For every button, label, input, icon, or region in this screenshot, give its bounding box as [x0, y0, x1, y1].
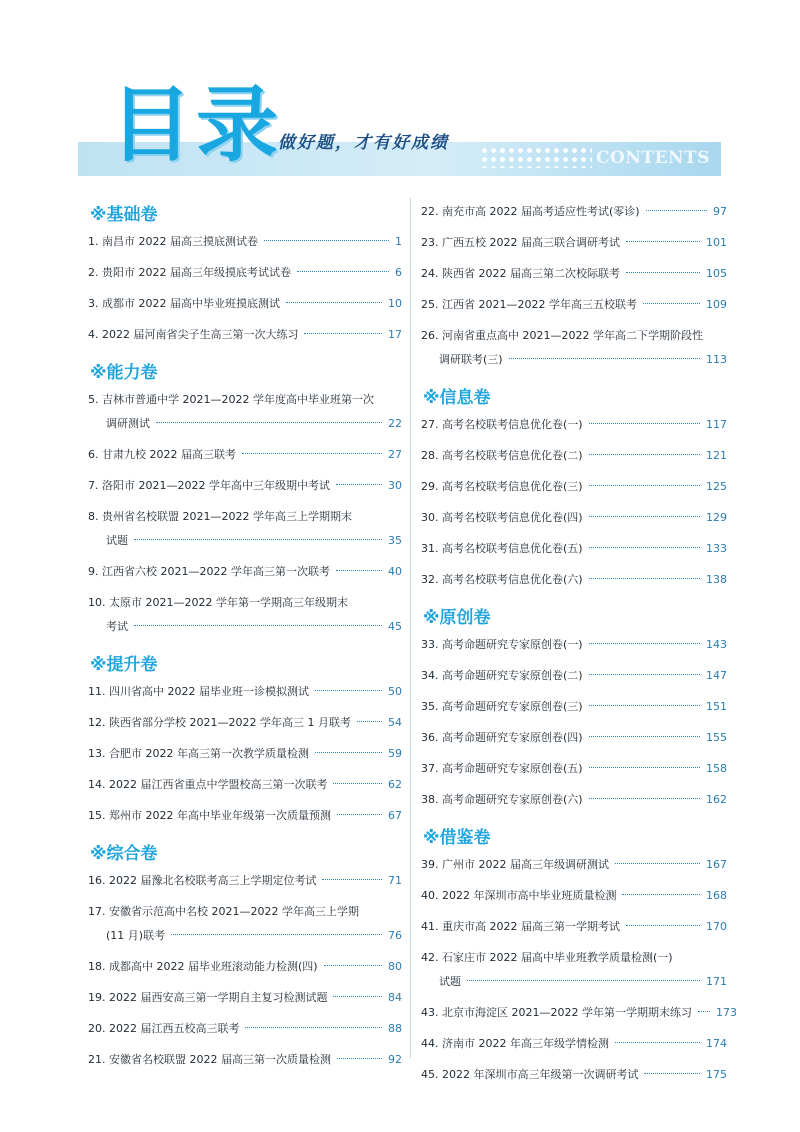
page-number: 158 [706, 762, 727, 775]
toc-entry[interactable] [421, 884, 727, 908]
entry-title: 18. 成都高中 2022 届毕业班滚动能力检测(四) [88, 960, 318, 973]
page-number: 35 [388, 534, 402, 547]
toc-entry[interactable] [88, 869, 402, 893]
toc-entry[interactable] [88, 505, 402, 553]
page-number: 109 [706, 298, 727, 311]
entry-title: 16. 2022 届豫北名校联考高三上学期定位考试 [88, 874, 317, 887]
page-number: 173 [715, 1006, 737, 1019]
dot-leader [245, 1027, 382, 1028]
dot-leader [644, 1073, 700, 1074]
entry-title: 12. 陕西省部分学校 2021—2022 学年高三 1 月联考 [88, 716, 351, 729]
toc-entry[interactable] [421, 788, 727, 812]
page-number: 133 [706, 542, 727, 555]
entry-title: 试题 [439, 975, 461, 988]
page-number: 155 [706, 731, 727, 744]
dot-pattern-decoration [480, 146, 592, 168]
entry-title: 39. 广州市 2022 届高三年级调研测试 [421, 858, 609, 871]
toc-entry[interactable] [421, 946, 727, 994]
entry-title: 17. 安徽省示范高中名校 2021—2022 学年高三上学期 [88, 905, 359, 918]
entry-title: 8. 贵州省名校联盟 2021—2022 学年高三上学期期末 [88, 510, 352, 523]
entry-title: 36. 高考命题研究专家原创卷(四) [421, 731, 583, 744]
entry-title: 21. 安徽省名校联盟 2022 届高三第一次质量检测 [88, 1053, 331, 1066]
toc-entry[interactable] [421, 506, 727, 530]
dot-leader [622, 894, 700, 895]
dot-leader [297, 271, 389, 272]
page-title: 目录 [110, 77, 283, 173]
entry-title: 43. 北京市海淀区 2021—2022 学年第一学期期末练习 [421, 1006, 692, 1019]
right-column [421, 200, 737, 1098]
entry-title: 11. 四川省高中 2022 届毕业班一诊模拟测试 [88, 685, 309, 698]
dot-leader [589, 485, 700, 486]
toc-entry[interactable] [421, 695, 727, 719]
toc-entry[interactable] [88, 773, 402, 797]
toc-entry[interactable] [88, 323, 402, 347]
entry-title: 29. 高考名校联考信息优化卷(三) [421, 480, 583, 493]
dot-leader [698, 1011, 710, 1012]
page-number: 45 [388, 620, 402, 633]
entry-title: 38. 高考命题研究专家原创卷(六) [421, 793, 583, 806]
entry-title: 4. 2022 届河南省尖子生高三第一次大练习 [88, 328, 299, 341]
dot-leader [333, 783, 382, 784]
entry-title: 3. 成都市 2022 届高中毕业班摸底测试 [88, 297, 280, 310]
entry-title: 31. 高考名校联考信息优化卷(五) [421, 542, 583, 555]
entry-title: 15. 郑州市 2022 年高中毕业年级第一次质量预测 [88, 809, 331, 822]
section-title: ※原创卷 [423, 608, 491, 628]
entry-title: 35. 高考命题研究专家原创卷(三) [421, 700, 583, 713]
entry-title: 试题 [106, 534, 128, 547]
dot-leader [589, 736, 700, 737]
entry-title: 41. 重庆市高 2022 届高三第一学期考试 [421, 920, 620, 933]
toc-entry[interactable] [88, 711, 402, 735]
toc-entry[interactable] [421, 633, 727, 657]
page-number: 67 [388, 809, 402, 822]
toc-entry[interactable] [88, 986, 402, 1010]
page-number: 129 [706, 511, 727, 524]
dot-leader [643, 303, 700, 304]
dot-leader [626, 925, 700, 926]
dot-leader [615, 863, 700, 864]
page-number: 174 [706, 1037, 727, 1050]
page-number: 54 [388, 716, 402, 729]
entry-title: 32. 高考名校联考信息优化卷(六) [421, 573, 583, 586]
page-number: 168 [706, 889, 727, 902]
entry-title: 44. 济南市 2022 年高三年级学情检测 [421, 1037, 609, 1050]
toc-entry[interactable] [88, 955, 402, 979]
entry-title: 28. 高考名校联考信息优化卷(二) [421, 449, 583, 462]
dot-leader [242, 453, 382, 454]
dot-leader [304, 333, 382, 334]
dot-leader [171, 934, 382, 935]
toc-entry[interactable] [421, 475, 727, 499]
toc-entry[interactable] [421, 200, 727, 224]
toc-entry[interactable] [421, 1032, 727, 1056]
toc-entry[interactable] [88, 560, 402, 584]
dot-leader [589, 516, 700, 517]
toc-entry[interactable] [88, 591, 402, 639]
toc-entry[interactable] [421, 293, 727, 317]
dot-leader [337, 814, 382, 815]
entry-title: (11 月)联考 [106, 929, 166, 942]
section-title: ※基础卷 [90, 205, 158, 225]
entry-title: 30. 高考名校联考信息优化卷(四) [421, 511, 583, 524]
entry-title: 7. 洛阳市 2021—2022 学年高中三年级期中考试 [88, 479, 330, 492]
page-number: 17 [388, 328, 402, 341]
toc-entry[interactable] [88, 261, 402, 285]
page-number: 84 [388, 991, 402, 1004]
entry-title: 调研测试 [106, 417, 150, 430]
dot-leader [333, 996, 382, 997]
section-title: ※提升卷 [90, 655, 158, 675]
entry-title: 40. 2022 年深圳市高中毕业班质量检测 [421, 889, 617, 902]
toc-entry[interactable] [88, 900, 402, 948]
section-title: ※能力卷 [90, 363, 158, 383]
entry-title: 调研联考(三) [439, 353, 503, 366]
dot-leader [509, 358, 700, 359]
entry-title: 37. 高考命题研究专家原创卷(五) [421, 762, 583, 775]
section-title: ※借鉴卷 [423, 828, 491, 848]
dot-leader [646, 210, 707, 211]
toc-entry[interactable] [421, 726, 727, 750]
entry-title: 考试 [106, 620, 128, 633]
entry-title: 5. 吉林市普通中学 2021—2022 学年度高中毕业班第一次 [88, 393, 374, 406]
page-number: 138 [706, 573, 727, 586]
toc-entry[interactable] [88, 443, 402, 467]
toc-entry[interactable] [88, 680, 402, 704]
entry-title: 26. 河南省重点高中 2021—2022 学年高二下学期阶段性 [421, 329, 703, 342]
page-number: 117 [706, 418, 727, 431]
toc-entry[interactable] [421, 231, 727, 255]
toc-entry[interactable] [421, 413, 727, 437]
dot-leader [589, 767, 700, 768]
contents-label: CONTENTS [596, 148, 710, 168]
entry-title: 45. 2022 年深圳市高三年级第一次调研考试 [421, 1068, 639, 1081]
page-number: 143 [706, 638, 727, 651]
toc-entry[interactable] [421, 915, 727, 939]
toc-entry[interactable] [421, 537, 727, 561]
dot-leader [589, 643, 700, 644]
slogan: 做好题，才有好成绩 [278, 133, 449, 153]
toc-entry[interactable] [421, 664, 727, 688]
page-number: 50 [388, 685, 402, 698]
page-number: 125 [706, 480, 727, 493]
entry-title: 25. 江西省 2021—2022 学年高三五校联考 [421, 298, 637, 311]
page-number: 22 [388, 417, 402, 430]
section-title: ※信息卷 [423, 388, 491, 408]
dot-leader [626, 241, 700, 242]
entry-title: 19. 2022 届西安高三第一学期自主复习检测试题 [88, 991, 328, 1004]
page-number: 92 [388, 1053, 402, 1066]
page-number: 80 [388, 960, 402, 973]
page-number: 59 [388, 747, 402, 760]
dot-leader [322, 879, 382, 880]
page-number: 27 [388, 448, 402, 461]
page-number: 1 [395, 235, 402, 248]
dot-leader [336, 484, 382, 485]
page-number: 171 [706, 975, 727, 988]
page-number: 62 [388, 778, 402, 791]
column-divider [410, 198, 411, 1058]
toc-entry[interactable] [88, 292, 402, 316]
page-number: 175 [706, 1068, 727, 1081]
toc-entry[interactable] [421, 444, 727, 468]
dot-leader [336, 570, 382, 571]
page-number: 113 [706, 353, 727, 366]
page-number: 151 [706, 700, 727, 713]
dot-leader [134, 539, 382, 540]
page-number: 88 [388, 1022, 402, 1035]
toc-entry[interactable] [421, 262, 727, 286]
dot-leader [324, 965, 382, 966]
toc-entry[interactable] [88, 742, 402, 766]
page-number: 30 [388, 479, 402, 492]
toc-entry[interactable] [88, 804, 402, 828]
toc-entry[interactable] [88, 1017, 402, 1041]
toc-entry[interactable] [421, 757, 727, 781]
page-number: 170 [706, 920, 727, 933]
entry-title: 1. 南昌市 2022 届高三摸底测试卷 [88, 235, 258, 248]
dot-leader [467, 980, 700, 981]
entry-title: 2. 贵阳市 2022 届高三年级摸底考试试卷 [88, 266, 291, 279]
dot-leader [315, 752, 382, 753]
dot-leader [615, 1042, 700, 1043]
entry-title: 14. 2022 届江西省重点中学盟校高三第一次联考 [88, 778, 328, 791]
entry-title: 22. 南充市高 2022 届高考适应性考试(零诊) [421, 205, 640, 218]
entry-title: 23. 广西五校 2022 届高三联合调研考试 [421, 236, 620, 249]
dot-leader [589, 578, 700, 579]
toc-entry[interactable] [88, 1048, 402, 1072]
toc-entry[interactable] [88, 474, 402, 498]
dot-leader [589, 705, 700, 706]
toc-entry[interactable] [421, 1063, 727, 1087]
dot-leader [337, 1058, 382, 1059]
dot-leader [156, 422, 382, 423]
page-number: 147 [706, 669, 727, 682]
page-number: 6 [395, 266, 402, 279]
dot-leader [286, 302, 382, 303]
dot-leader [134, 625, 382, 626]
page-number: 40 [388, 565, 402, 578]
entry-title: 20. 2022 届江西五校高三联考 [88, 1022, 240, 1035]
left-column [88, 200, 402, 1083]
entry-title: 9. 江西省六校 2021—2022 学年高三第一次联考 [88, 565, 330, 578]
dot-leader [589, 547, 700, 548]
dot-leader [589, 423, 700, 424]
dot-leader [315, 690, 382, 691]
page-number: 167 [706, 858, 727, 871]
section-gap [421, 1094, 727, 1098]
section-title: ※综合卷 [90, 844, 158, 864]
toc-entry[interactable] [421, 1001, 737, 1025]
header [0, 0, 800, 190]
toc-entry[interactable] [88, 388, 402, 436]
section-gap [88, 1079, 402, 1083]
page-number: 162 [706, 793, 727, 806]
entry-title: 10. 太原市 2021—2022 学年第一学期高三年级期末 [88, 596, 348, 609]
page-number: 121 [706, 449, 727, 462]
entry-title: 42. 石家庄市 2022 届高中毕业班教学质量检测(一) [421, 951, 673, 964]
dot-leader [264, 240, 389, 241]
toc-entry[interactable] [88, 230, 402, 254]
toc-entry[interactable] [421, 324, 727, 372]
page-number: 71 [388, 874, 402, 887]
toc-entry[interactable] [421, 568, 727, 592]
entry-title: 33. 高考命题研究专家原创卷(一) [421, 638, 583, 651]
dot-leader [357, 721, 382, 722]
page-number: 105 [706, 267, 727, 280]
toc-entry[interactable] [421, 853, 727, 877]
dot-leader [589, 798, 700, 799]
entry-title: 6. 甘肃九校 2022 届高三联考 [88, 448, 236, 461]
entry-title: 34. 高考命题研究专家原创卷(二) [421, 669, 583, 682]
entry-title: 24. 陕西省 2022 届高三第二次校际联考 [421, 267, 620, 280]
page-number: 101 [706, 236, 727, 249]
page-number: 97 [713, 205, 727, 218]
page-number: 76 [388, 929, 402, 942]
dot-leader [626, 272, 700, 273]
dot-leader [589, 674, 700, 675]
dot-leader [589, 454, 700, 455]
entry-title: 13. 合肥市 2022 年高三第一次教学质量检测 [88, 747, 309, 760]
entry-title: 27. 高考名校联考信息优化卷(一) [421, 418, 583, 431]
page-number: 10 [388, 297, 402, 310]
